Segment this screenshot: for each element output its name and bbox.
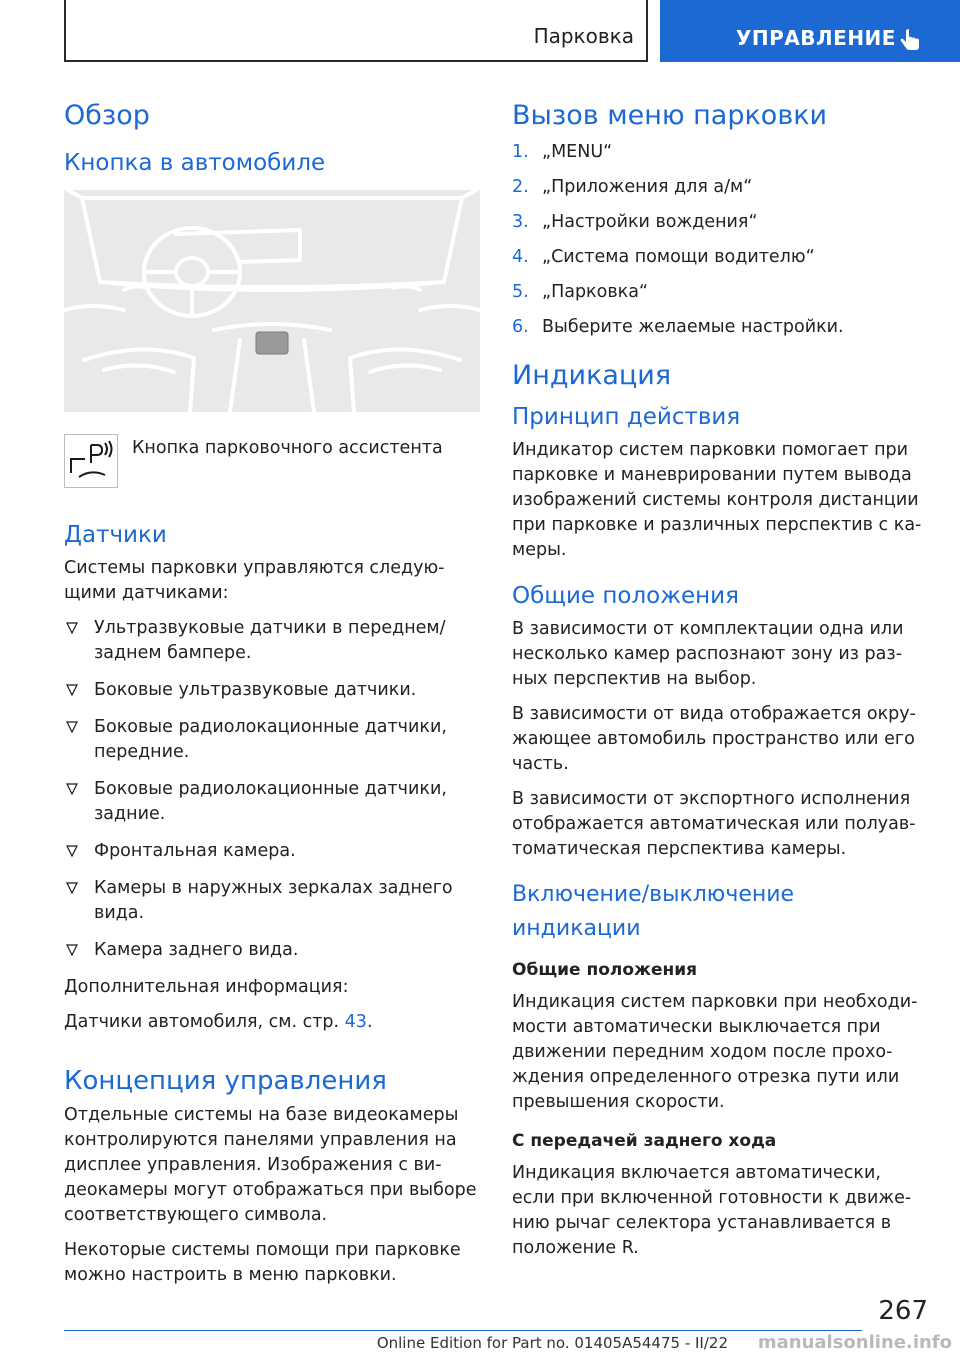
more-info-label: Дополнительная информация: — [64, 977, 349, 997]
list-item: 5. „Парковка“ — [512, 282, 649, 302]
heading-control-concept: Концепция управления — [64, 1066, 387, 1096]
header-section-title: Парковка — [533, 24, 634, 48]
triangle-bullet-icon — [66, 845, 78, 857]
left-column — [64, 96, 480, 1298]
list-item: Боковые радиолокационные датчики, передние. — [64, 715, 480, 765]
list-item: Боковые радиолокационные датчики, задние. — [64, 777, 480, 827]
heading-principle: Принцип действия — [512, 404, 741, 430]
page-reference-link[interactable]: 43 — [344, 1012, 367, 1032]
heading-parking-menu: Вызов меню парковки — [512, 100, 828, 131]
list-item: Камера заднего вида. — [64, 938, 480, 963]
general-paragraph-2: В зависимости от вида отображается окру‐жающее автомобиль пространство или его часть. — [512, 704, 916, 774]
header-section-box — [64, 0, 648, 62]
heading-general: Общие положения — [512, 583, 739, 609]
heading-overview: Обзор — [64, 100, 150, 131]
general-paragraph-1: В зависимости от комплектации одна или несколько камер распознают зону из раз‐ных перспектив на выбор. — [512, 619, 904, 689]
triangle-bullet-icon — [66, 622, 78, 634]
general-paragraph-3: В зависимости от экспортного исполнения отображается автоматическая или полуав‐томатическая перспектива камеры. — [512, 789, 916, 859]
triangle-bullet-icon — [66, 783, 78, 795]
heading-indication-on-off: Включение/выключение индикации — [512, 882, 795, 941]
on-off-paragraph: Индикация систем парковки при необходи‐мости автоматически выключается при движении передним ходом после прохо‐ждения определенного отрезка пути или превышения скорости. — [512, 992, 918, 1112]
subheading-general: Общие положения — [512, 960, 698, 980]
footer-divider — [64, 1330, 862, 1331]
parking-assistant-icon — [64, 434, 118, 488]
list-item: 4. „Система помощи водителю“ — [512, 247, 815, 267]
header-chapter-tab[interactable] — [660, 0, 960, 62]
sensors-intro: Системы парковки управляются следую‐щими датчиками: — [64, 558, 445, 603]
hand-pointer-icon — [898, 28, 922, 54]
principle-paragraph: Индикатор систем парковки помогает при парковке и маневрировании путем вывода изображений системы контроля дистанции при парковке и различных перспектив с ка‐меры. — [512, 440, 922, 560]
car-cockpit-illustration — [64, 190, 480, 412]
list-item: 1. „MENU“ — [512, 142, 613, 162]
list-item: Камеры в наружных зеркалах заднего вида. — [64, 876, 480, 926]
concept-paragraph-2: Некоторые системы помощи при парковке можно настроить в меню парковки. — [64, 1240, 461, 1285]
header-chapter-title: УПРАВЛЕНИЕ — [736, 26, 896, 50]
list-item: 2. „Приложения для а/м“ — [512, 177, 753, 197]
triangle-bullet-icon — [66, 684, 78, 696]
list-item: 3. „Настройки вождения“ — [512, 212, 758, 232]
parking-button-caption: Кнопка парковочного ассистента — [132, 438, 443, 458]
watermark: manualsonline.info — [757, 1332, 952, 1353]
triangle-bullet-icon — [66, 721, 78, 733]
heading-button-in-car: Кнопка в автомобиле — [64, 150, 326, 176]
subheading-reverse-gear: С передачей заднего хода — [512, 1131, 777, 1151]
list-item: 6. Выберите желаемые настройки. — [512, 317, 844, 337]
parking-button-row — [64, 434, 480, 488]
menu-steps-list — [512, 140, 928, 340]
sensors-reference: Датчики автомобиля, см. стр. 43. — [64, 1012, 373, 1032]
heading-indication: Индикация — [512, 360, 672, 391]
edition-label: Online Edition for Part no. 01405A54475 - II/22 — [376, 1334, 728, 1352]
page-number: 267 — [878, 1296, 928, 1326]
triangle-bullet-icon — [66, 882, 78, 894]
list-item: Боковые ультразвуковые датчики. — [64, 678, 480, 703]
right-column — [512, 96, 928, 1271]
sensors-list — [64, 616, 480, 963]
triangle-bullet-icon — [66, 944, 78, 956]
heading-sensors: Датчики — [64, 522, 167, 548]
reverse-paragraph: Индикация включается автоматически, если при включенной готовности к движе‐нию рычаг селектора устанавливается в положение R. — [512, 1163, 912, 1258]
concept-paragraph-1: Отдельные системы на базе видеокамеры контролируются панелями управления на дисплее управления. Изображения с ви‐деокамеры могут отображаться при выборе соответствующего символа. — [64, 1105, 477, 1225]
list-item: Ультразвуковые датчики в переднем/заднем бампере. — [64, 616, 480, 666]
list-item: Фронтальная камера. — [64, 839, 480, 864]
